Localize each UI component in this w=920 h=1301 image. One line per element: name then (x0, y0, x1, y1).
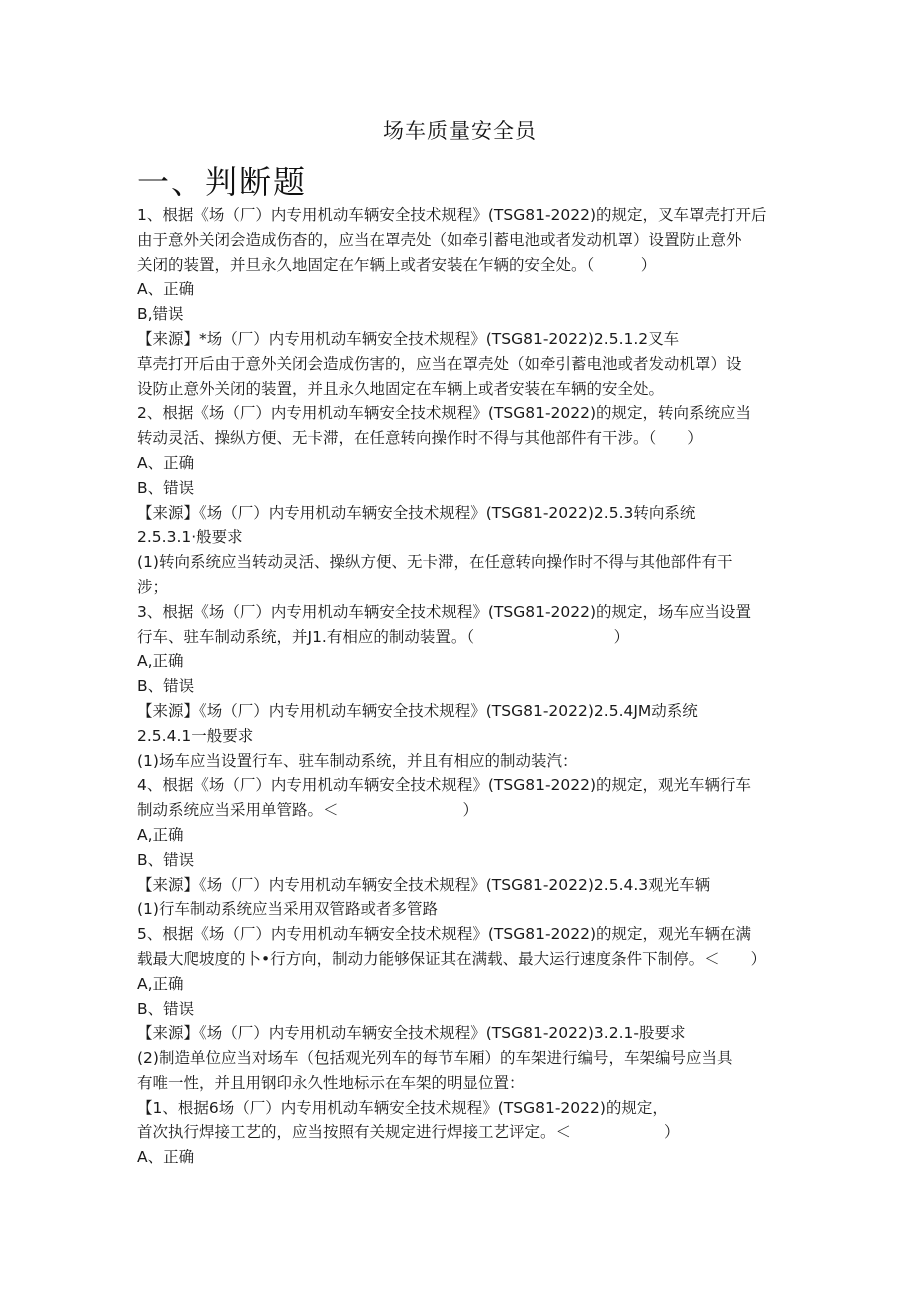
text-line: A,正确 (137, 974, 184, 993)
text-line: 1、根据《场（厂）内专用机动车辆安全技术规程》(TSG81-2022)的规定，叉车罩壳打开后 (137, 206, 767, 224)
text-line: 由于意外关闭会造成伤杳的，应当在罩壳处（如牵引蓄电池或者发动机罩）设置防止意外 (137, 230, 742, 249)
text-line: 载最大爬坡度的卜•行方向，制动力能够保证其在满载、最大运行速度条件下制停。＜ ） (137, 949, 767, 968)
text-line: 转动灵活、操纵方便、无卡滞，在任意转向操作时不得与其他部件有干涉。（ ） (137, 429, 703, 448)
text-line: 2.5.3.1·般要求 (137, 528, 243, 547)
text-line: 【来源】《场（厂）内专用机动车辆安全技术规程》(TSG81-2022)3.2.1-股要求 (137, 1024, 686, 1043)
text-line: A、正确 (137, 280, 195, 299)
text-line: 2.5.4.1一般要求 (137, 726, 254, 745)
text-line: 4、根据《场（厂）内专用机动车辆安全技术规程》(TSG81-2022)的规定，观光车辆行车 (137, 776, 752, 795)
text-line: B、错误 (137, 850, 195, 869)
text-line: 涉； (137, 577, 169, 596)
text-line: 5、根据《场（厂）内专用机动车辆安全技术规程》(TSG81-2022)的规定，观光车辆在满 (137, 925, 752, 944)
text-line: 有唯一性，并且用钢印永久性地标示在车架的明显位置： (137, 1073, 525, 1092)
text-line: (1)转向系统应当转动灵活、操纵方便、无卡滞，在任意转向操作时不得与其他部件有干 (137, 553, 733, 572)
text-line: 草壳打开后由于意外关闭会造成伤害的，应当在罩壳处（如牵引蓄电池或者发动机罩）设 (137, 354, 742, 373)
text-line: B、错误 (137, 999, 195, 1018)
text-line: 制动系统应当采用单管路。＜ ） (137, 801, 479, 820)
text-line: (1)行车制动系统应当采用双管路或者多管路 (137, 900, 438, 919)
page-title: 场车质量安全员 (383, 119, 537, 143)
text-line: A,正确 (137, 652, 184, 671)
text-line: 【来源】《场（厂）内专用机动车辆安全技术规程》(TSG81-2022)2.5.3转向系统 (137, 503, 696, 522)
text-line: A,正确 (137, 825, 184, 844)
text-line: 首次执行焊接工艺的，应当按照有关规定进行焊接工艺评定。＜ ） (137, 1123, 680, 1142)
text-line: (1)场车应当设置行车、驻车制动系统，并且有相应的制动装汽： (137, 751, 578, 770)
text-line: B、错误 (137, 478, 195, 497)
text-line: 【来源】《场（厂）内专用机动车辆安全技术规程》(TSG81-2022)2.5.4JM动系统 (137, 701, 698, 720)
text-line: B,错误 (137, 305, 184, 324)
text-line: 【来源】*场（厂）内专用机动车辆安全技术规程》(TSG81-2022)2.5.1.2叉车 (137, 329, 680, 348)
text-line: 设防止意外关闭的装置，并且永久地固定在车辆上或者安装在车辆的安全处。 (137, 379, 665, 398)
text-line: 【来源】《场（厂）内专用机动车辆安全技术规程》(TSG81-2022)2.5.4.3观光车辆 (137, 875, 711, 894)
text-line: (2)制造单位应当对场车（包括观光列车的每节车厢）的车架进行编号，车架编号应当具 (137, 1049, 733, 1068)
text-line: 2、根据《场（厂）内专用机动车辆安全技术规程》(TSG81-2022)的规定，转向系统应当 (137, 404, 752, 423)
section-heading: 一、判断题 (137, 163, 308, 201)
text-line: B、错误 (137, 677, 195, 696)
text-line: A、正确 (137, 453, 195, 472)
text-line: 【1、根据6场（厂）内专用机动车辆安全技术规程》(TSG81-2022)的规定， (137, 1098, 668, 1117)
text-line: 3、根据《场（厂）内专用机动车辆安全技术规程》(TSG81-2022)的规定，场车应当设置 (137, 602, 752, 621)
text-line: 关闭的装置，并旦永久地固定在乍辆上或者安装在乍辆的安全处。（ ） (137, 255, 657, 274)
text-line: 行车、驻车制动系统，并J1.有相应的制动装置。（ ） (137, 627, 630, 646)
document-body (137, 203, 797, 1170)
text-line: A、正确 (137, 1148, 195, 1167)
